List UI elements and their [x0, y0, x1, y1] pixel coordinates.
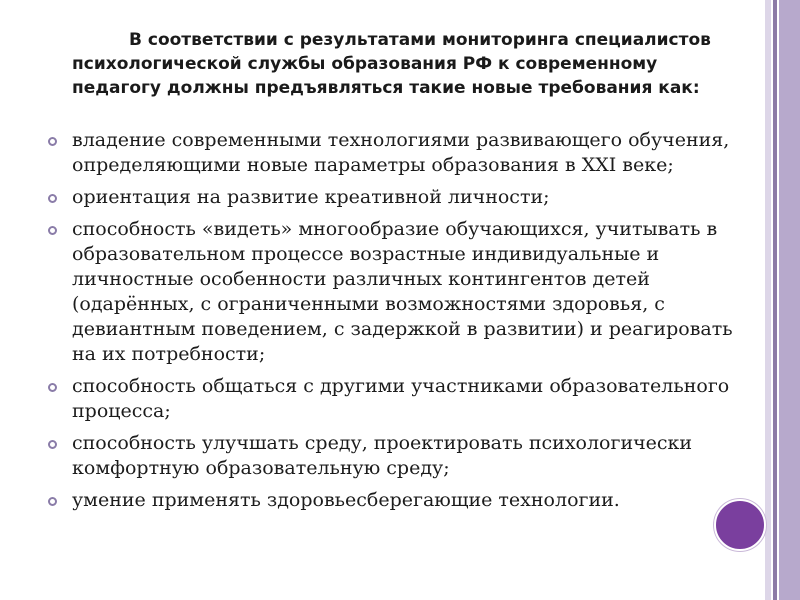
decorative-stripe-mid: [779, 0, 800, 600]
list-item: [48, 128, 748, 178]
list-item: [48, 374, 748, 424]
list-item: [48, 431, 748, 481]
list-item-text: способность общаться с другими участниками образовательного процесса;: [72, 375, 730, 422]
list-item: [48, 217, 748, 367]
circle-bullet-icon: [48, 440, 57, 449]
list-item-text: способность улучшать среду, проектировать психологически комфортную образовательную среду;: [72, 432, 693, 479]
decorative-stripe-dark: [773, 0, 777, 600]
list-item-text: владение современными технологиями развивающего обучения, определяющими новые параметры образования в XXI веке;: [72, 129, 730, 176]
decorative-circle-icon: [714, 499, 766, 551]
circle-bullet-icon: [48, 226, 57, 235]
decorative-stripe-light: [765, 0, 771, 600]
list-item-text: ориентация на развитие креативной личности;: [72, 186, 550, 208]
circle-bullet-icon: [48, 497, 57, 506]
requirements-list: [48, 128, 748, 520]
circle-bullet-icon: [48, 383, 57, 392]
list-item: [48, 488, 748, 513]
list-item: [48, 185, 748, 210]
circle-bullet-icon: [48, 194, 57, 203]
slide-heading: В соответствии с результатами мониторинга специалистов психологической службы образования РФ к современному педагогу должны предъявляться такие новые требования как:: [72, 30, 711, 98]
list-item-text: умение применять здоровьесберегающие технологии.: [72, 489, 620, 511]
list-item-text: способность «видеть» многообразие обучающихся, учитывать в образовательном процессе возрастные индивидуальные и личностные особенности различных контингентов детей (одарённых, с ограниченными возможностями здоровья, с девиантным поведением, с задержкой в развитии) и реагировать на их потребности;: [72, 218, 733, 365]
circle-bullet-icon: [48, 137, 57, 146]
